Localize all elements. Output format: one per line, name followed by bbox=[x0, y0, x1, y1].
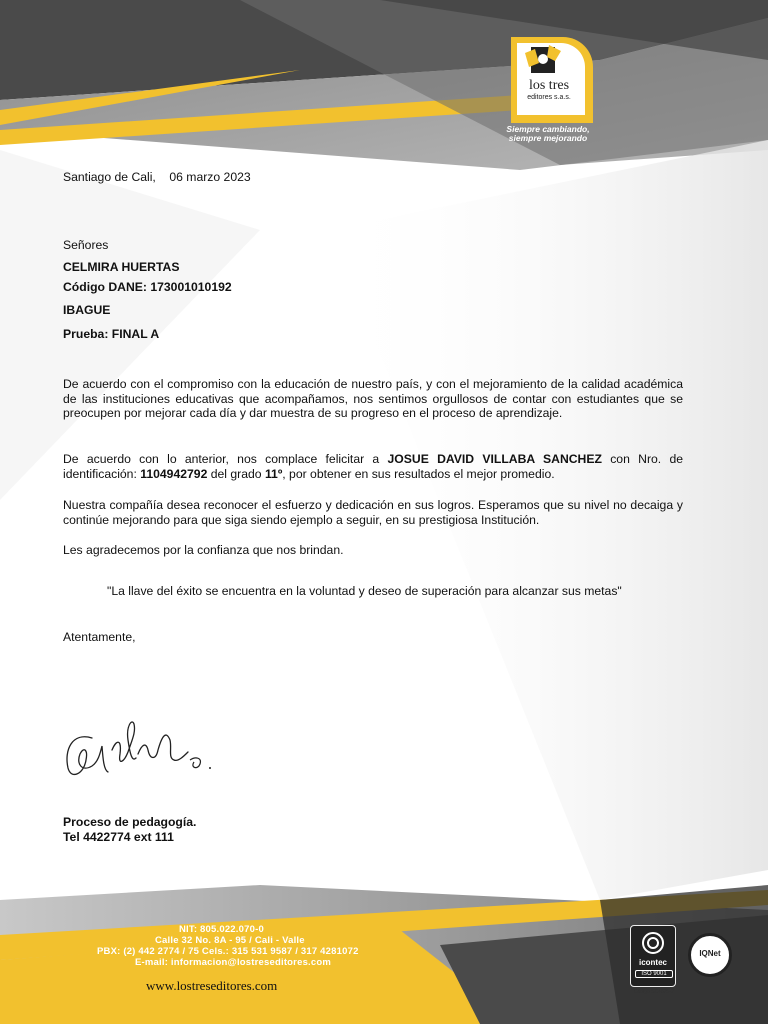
logo-name: los tres bbox=[528, 78, 570, 93]
place-date: Santiago de Cali, 06 marzo 2023 bbox=[63, 170, 251, 184]
student-name: JOSUE DAVID VILLABA SANCHEZ bbox=[387, 452, 602, 466]
signer-process: Proceso de pedagogía. bbox=[63, 815, 197, 829]
iqnet-label: IQNet bbox=[699, 949, 721, 958]
icontec-badge bbox=[630, 925, 676, 987]
grade: 11º bbox=[264, 466, 283, 481]
quote: "La llave del éxito se encuentra en la voluntad y deseo de superación para alcanzar sus metas" bbox=[107, 584, 622, 598]
paragraph-2-post: , por obtener en sus resultados el mejor promedio. bbox=[282, 466, 555, 481]
recipient-name: CELMIRA HUERTAS bbox=[63, 260, 180, 274]
logo-subname: editores s.a.s. bbox=[527, 94, 571, 101]
icontec-icon bbox=[641, 931, 665, 955]
slogan bbox=[493, 125, 603, 143]
iso-label: ISO 9001 bbox=[635, 970, 673, 978]
paragraph-2-pre: De acuerdo con lo anterior, nos complace felicitar a bbox=[63, 452, 388, 466]
icontec-label: icontec bbox=[638, 958, 667, 967]
paragraph-1: De acuerdo con el compromiso con la educación de nuestro país, y con el mejoramiento de la calidad académica de las instituciones educativas que acompañamos, nos sentimos orgullosos de contar con estudiantes que se preocupen por mejorar cada día y dar muestra de su progreso en el proceso de aprendizaje. bbox=[63, 377, 683, 421]
handwritten-signature bbox=[62, 710, 222, 790]
iqnet-badge bbox=[688, 933, 732, 977]
signer-phone: Tel 4422774 ext 111 bbox=[63, 830, 174, 844]
salutation: Señores bbox=[63, 238, 109, 252]
city: IBAGUE bbox=[63, 303, 111, 317]
slogan-line-1: Siempre cambiando, bbox=[506, 124, 590, 134]
footer-address: Calle 32 No. 8A - 95 / Cali - Valle bbox=[155, 935, 305, 946]
company-logo bbox=[505, 33, 595, 128]
slogan-line-2: siempre mejorando bbox=[508, 133, 588, 143]
closing: Atentamente, bbox=[63, 630, 136, 644]
test-name: Prueba: FINAL A bbox=[63, 327, 160, 341]
paragraph-4: Les agradecemos por la confianza que nos brindan. bbox=[63, 543, 344, 557]
paragraph-2-mid-1: con Nro. de identificación: bbox=[63, 452, 684, 481]
paragraph-3: Nuestra compañía desea reconocer el esfuerzo y dedicación en sus logros. Esperamos que su nivel no decaiga y continúe mejorando para que siga siendo ejemplo a seguir, en su prestigiosa Institución. bbox=[63, 498, 683, 527]
dane-code: Código DANE: 173001010192 bbox=[63, 280, 232, 294]
footer-email[interactable]: E-mail: informacion@lostreseditores.com bbox=[135, 957, 332, 968]
footer-nit: NIT: 805.022.070-0 bbox=[179, 924, 264, 935]
cert-code: Código SC4825-2 bbox=[634, 989, 674, 995]
student-id: 1104942792 bbox=[140, 466, 208, 481]
paragraph-2-mid-2: del grado bbox=[207, 466, 265, 481]
footer-phones: PBX: (2) 442 2774 / 75 Cels.: 315 531 9587 / 317 4281072 bbox=[97, 946, 359, 957]
paragraph-2 bbox=[63, 452, 683, 481]
footer-website[interactable]: www.lostreseditores.com bbox=[146, 978, 278, 993]
